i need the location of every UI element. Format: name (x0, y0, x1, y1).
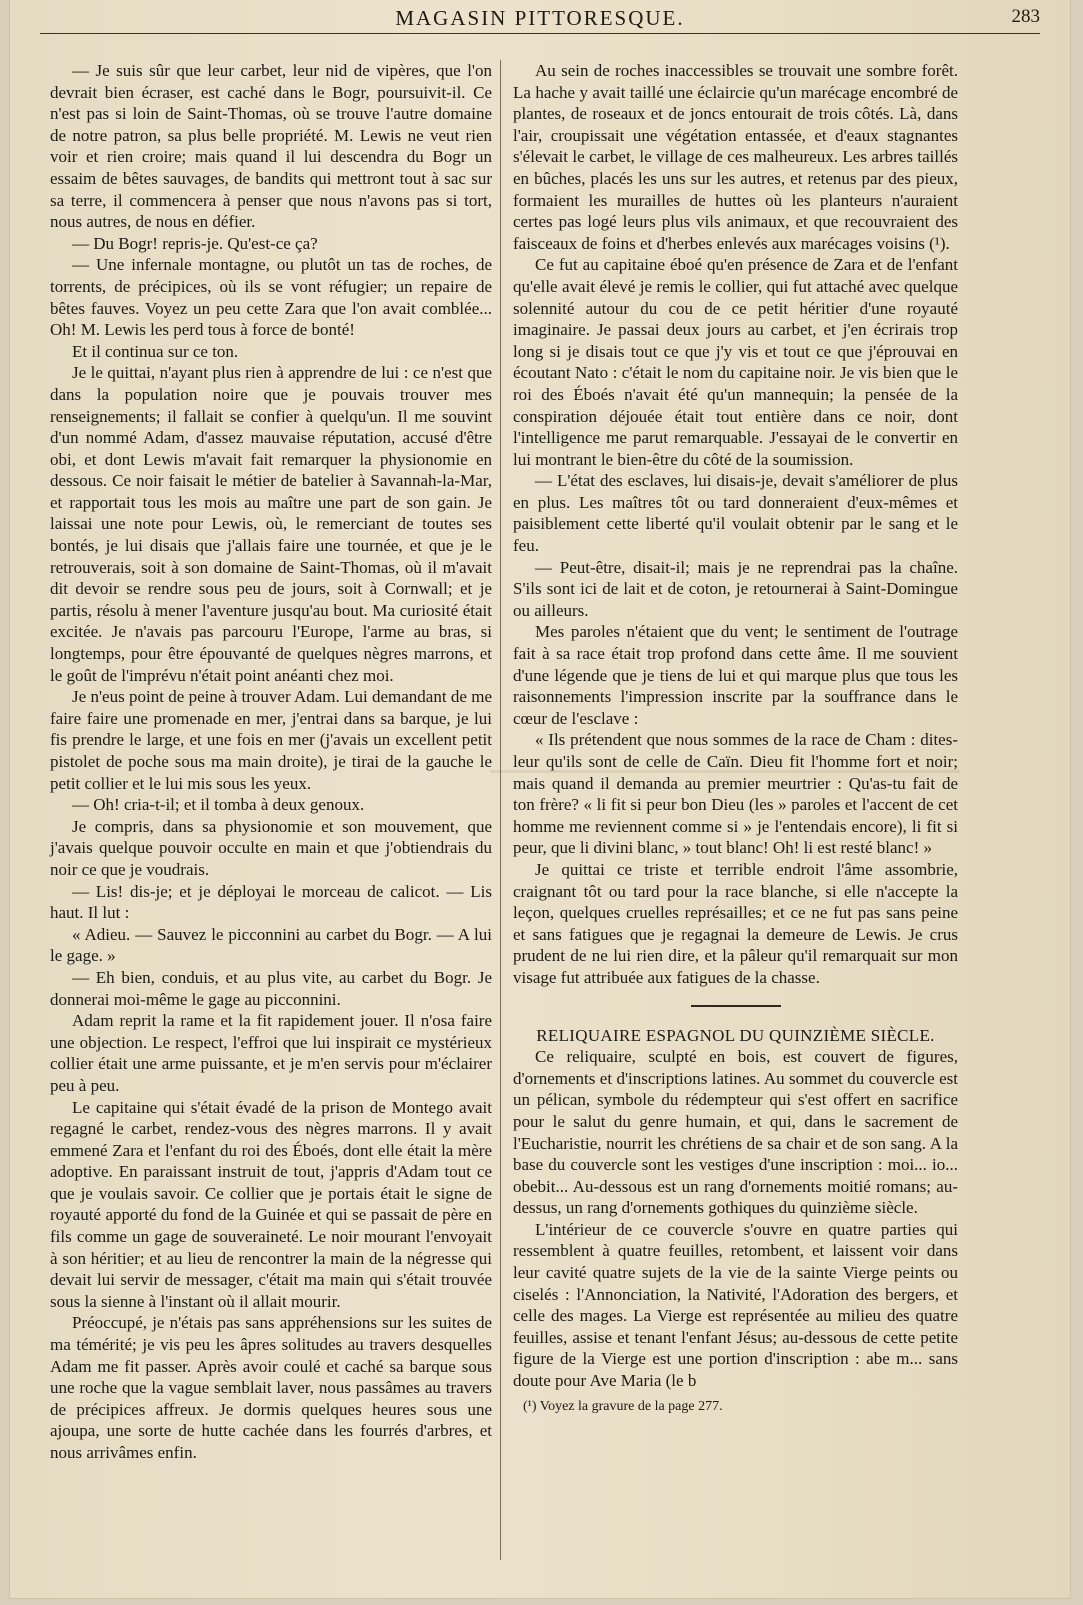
newspaper-page (10, 0, 1070, 1598)
left-column (50, 60, 492, 1464)
section-title: RELIQUAIRE ESPAGNOL DU QUINZIÈME SIÈCLE. (536, 1025, 935, 1045)
column-divider (500, 60, 501, 1560)
paragraph: — Oh! cria-t-il; et il tomba à deux genoux. (72, 795, 365, 815)
footnote: (¹) Voyez la gravure de la page 277. (523, 1398, 723, 1414)
paragraph: Je n'eus point de peine à trouver Adam. Lui demandant de me faire faire une promenade en mer, j'entrai dans sa barque, je lui fis prendre le large, et une fois en mer (j'avais un excellent petit pistolet de poche sous ma main droite), je tirai de la gauche le petit collier et le lui mis sous les yeux. (50, 687, 492, 793)
section-separator (691, 1005, 781, 1007)
paragraph: Je compris, dans sa physionomie et son mouvement, que j'avais quelque pouvoir occulte en main et que j'obtiendrais du noir ce que je voudrais. (50, 816, 492, 879)
paragraph: — L'état des esclaves, lui disais-je, devait s'améliorer de plus en plus. Les maîtres tôt ou tard donneraient d'eux-mêmes et paisiblement cette liberté qu'il voulait obtenir par le sang et le feu. (513, 471, 958, 556)
paragraph: Ce reliquaire, sculpté en bois, est couvert de figures, d'ornements et d'inscriptions latines. Au sommet du couvercle est un pélican, symbole du rédempteur qui s'est offert en sacrifice pour le salut du genre humain, et qui, dans le sacrement de l'Eucharistie, nourrit les chrétiens de sa chair et de son sang. A la base du couvercle sont les vestiges d'une inscription : moi... io... obebit... Au-dessous est un rang d'ornements moitié romans; au-dessus, un rang d'ornements gothiques du quinzième siècle. (513, 1047, 958, 1218)
paragraph: Préoccupé, je n'étais pas sans appréhensions sur les suites de ma témérité; je vis peu les âpres solitudes au travers desquelles Adam me fit passer. Après avoir coulé et caché sa barque sous une roche que la vague semblait laver, nous passâmes au travers de précipices affreux. Je dormis quelques heures sous une ajoupa, une sorte de hutte cachée dans les fourrés d'arbres, et nous arrivâmes enfin. (50, 1313, 492, 1462)
header-rule (40, 33, 1040, 34)
paragraph: L'intérieur de ce couvercle s'ouvre en quatre parties qui ressemblent à quatre feuilles, retombent, et laissent voir dans leur cavité quatre sujets de la vie de la sainte Vierge peints ou ciselés : l'Annonciation, la Nativité, l'Adoration des bergers, et celle des mages. La Vierge est représentée au milieu des quatre feuilles, assise et tenant l'enfant Jésus; au-dessous de cette petite figure de la Vierge est une portion d'inscription : abe m... sans doute pour Ave Maria (le b (513, 1219, 958, 1391)
paragraph: — Lis! dis-je; et je déployai le morceau de calicot. — Lis haut. Il lut : (50, 881, 492, 923)
paragraph: Mes paroles n'étaient que du vent; le sentiment de l'outrage fait à sa race était trop profond dans cette âme. Il me souvient d'une légende que je tiens de lui et qui marque plus que tous les raisonnements l'impression inscrite par la souffrance dans le cœur de l'esclave : (513, 622, 958, 728)
paragraph: Je le quittai, n'ayant plus rien à apprendre de lui : ce n'est que dans la population noire que je pouvais trouver mes renseignements; il fallait se confier à quelqu'un. Il me souvint d'un nommé Adam, d'assez mauvaise réputation, accusé d'être obi, et dont Lewis m'avait fait remarquer la physionomie en dessous. Ce noir faisait le métier de batelier à Savannah-la-Mar, et rapportait tous les mois au maître une part de son gain. Je laissai une note pour Lewis, où, le remerciant de toutes ses bontés, je lui disais que j'allais faire une tournée, et que je le retrouverais, soit à son domaine de Saint-Thomas, où il m'avait dit devoir se rendre sous peu de jours, soit à Cornwall; et je partis, résolu à mener l'aventure jusqu'au bout. Ma curiosité était excitée. Je n'avais pas parcouru l'Europe, l'arme au bras, si longtemps, pour être épouvanté de quelques nègres marrons, et le goût de l'imprévu n'était point anéanti chez moi. (50, 363, 492, 685)
paragraph: Le capitaine qui s'était évadé de la prison de Montego avait regagné le carbet, rendez-vous des nègres marrons. Il y avait emmené Zara et l'enfant du roi des Éboés, dont elle était la mère adoptive. En paraissant instruit de tout, j'appris d'Adam tout ce que je voulais savoir. Ce collier que je portais était le signe de royauté apporté du fond de la Guinée et qui se passait de père en fils comme un gage de souveraineté. Le noir mourant l'envoyait à son héritier; et au lieu de rencontrer la main de la négresse qui devait lui servir de messager, c'était ma main qui s'était trouvée sous la sienne à l'instant où il allait mourir. (50, 1097, 492, 1311)
page-header (10, 0, 1070, 42)
paragraph: — Du Bogr! repris-je. Qu'est-ce ça? (72, 233, 318, 253)
paragraph: Au sein de roches inaccessibles se trouvait une sombre forêt. La hache y avait taillé une éclaircie qu'un marécage encombré de plantes, de roseaux et de joncs entourait de trois côtés. Là, dans l'air, croupissait une végétation entassée, et d'eaux stagnantes s'élevait le carbet, le village de ces malheureux. Les arbres taillés en bûches, placés les uns sur les autres, et retenus par des pieux, formaient les murailles de huttes où les planteurs n'auraient certes pas logé leurs plus vils animaux, et que recouvraient des faisceaux de foins et d'herbes enlevés aux marécages voisins (¹). (513, 61, 958, 253)
paragraph: — Eh bien, conduis, et au plus vite, au carbet du Bogr. Je donnerai moi-même le gage au picconnini. (50, 967, 492, 1009)
paragraph: « Adieu. — Sauvez le picconnini au carbet du Bogr. — A lui le gage. » (50, 924, 492, 966)
right-column (513, 60, 958, 1417)
paragraph: — Je suis sûr que leur carbet, leur nid de vipères, que l'on devrait bien écraser, est caché dans le Bogr, poursuivit-il. Ce n'est pas si loin de Saint-Thomas, où se trouve l'autre domaine de notre patron, sa plus belle propriété. M. Lewis ne veut rien voir et rien croire; mais quand il lui descendra du Bogr un essaim de bêtes sauvages, de bandits qui mettront tout à sac sur sa terre, il commencera à penser que nous n'avons pas si tort, nous autres, de nous en défier. (50, 61, 492, 232)
page-number: 283 (1011, 6, 1040, 27)
publication-title: MAGASIN PITTORESQUE. (395, 6, 685, 30)
paragraph: — Peut-être, disait-il; mais je ne reprendrai pas la chaîne. S'ils sont ici de lait et de coton, je retournerai à Saint-Domingue ou ailleurs. (513, 557, 958, 620)
paragraph: « Ils prétendent que nous sommes de la race de Cham : dites-leur qu'ils sont de celle de Caïn. Dieu fit l'homme fort et noir; mais quand il demanda au premier meurtrier : Qu'as-tu fait de ton frère? « li fit si peur bon Dieu (les » paroles et l'accent de cet homme me reviennent comme si » je l'entendais encore), li fit si peur, que li divini blanc, » tout blanc! Oh! li est resté blanc! » (513, 730, 958, 858)
paragraph: Je quittai ce triste et terrible endroit l'âme assombrie, craignant tôt ou tard pour la race blanche, si elle n'accepte la leçon, quelques cruelles représailles; et ce ne fut pas sans peine et sans fatigues que je regagnai la demeure de Lewis. Je crus prudent de ne lui rien dire, et la pâleur qu'il remarquait sur mon visage fut attribuée aux fatigues de la chasse. (513, 859, 958, 987)
paragraph: — Une infernale montagne, ou plutôt un tas de roches, de torrents, de précipices, où ils se vont réfugier; un repaire de bêtes fauves. Voyez un peu cette Zara que l'on avait comblée... Oh! M. Lewis les perd tous à force de bonté! (50, 255, 492, 340)
paragraph: Adam reprit la rame et la fit rapidement jouer. Il n'osa faire une objection. Le respect, l'effroi que lui inspirait ce mystérieux collier était une arme puissante, et je m'en servis pour m'éclairer peu à peu. (50, 1011, 492, 1095)
paragraph: Et il continua sur ce ton. (72, 341, 239, 361)
paragraph: Ce fut au capitaine éboé qu'en présence de Zara et de l'enfant qu'elle avait élevé je remis le collier, qui fut attaché avec quelque solennité autour du cou de ce petit héritier d'une royauté imaginaire. Je passai deux jours au carbet, et j'en écrirais trop long si je disais tout ce que j'y vis et tout ce que j'éprouvai en écoutant Nato : c'était le nom du capitaine noir. Je vis bien que le roi des Éboés n'avait été qu'un mannequin; la pensée de la conspiration déjouée était tout entière dans ce noir, dont l'intelligence me parut remarquable. J'essayai de le convertir en lui montrant le bien-être du côté de la soumission. (513, 255, 958, 469)
